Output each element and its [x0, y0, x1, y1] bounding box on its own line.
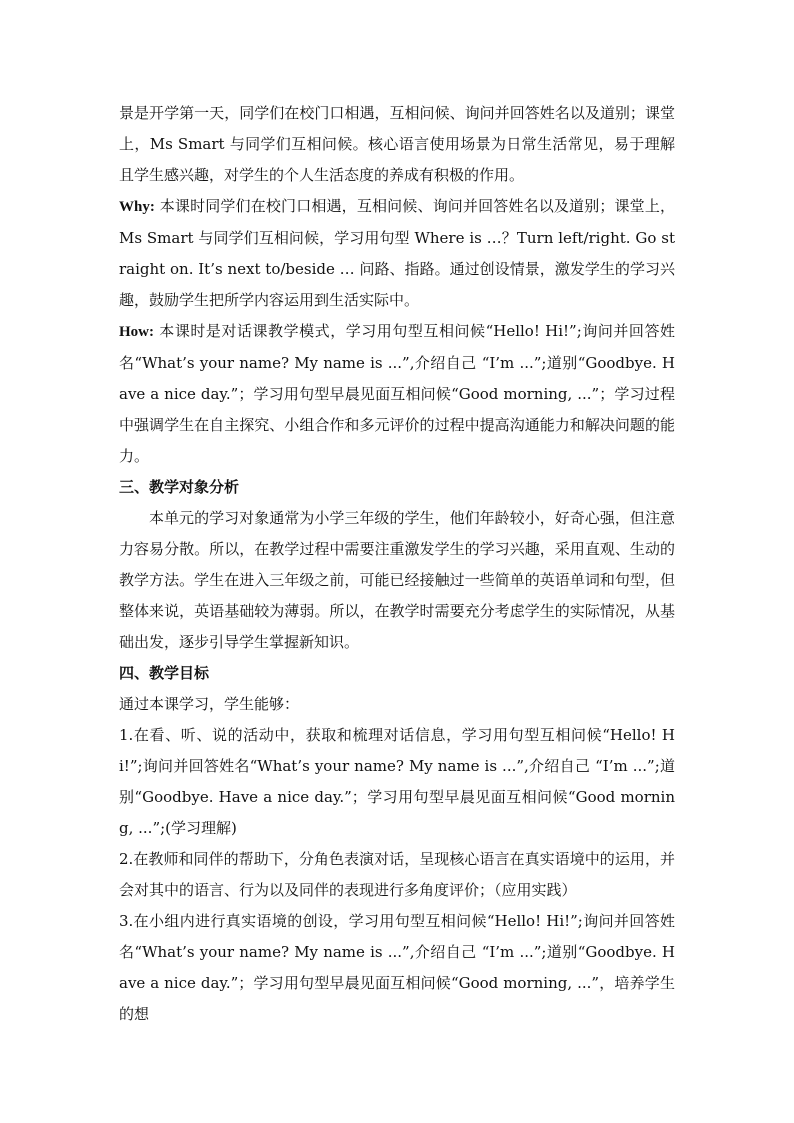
- why-paragraph: [119, 191, 675, 316]
- learner-analysis-paragraph: 本单元的学习对象通常为小学三年级的学生，他们年龄较小，好奇心强，但注意力容易分散。所以，在教学过程中需要注重激发学生的学习兴趣，采用直观、生动的教学方法。学生在进入三年级之前，可能已经接触过一些简单的英语单词和句型，但整体来说，英语基础较为薄弱。所以，在教学时需要充分考虑学生的实际情况，从基础出发，逐步引导学生掌握新知识。: [119, 509, 675, 651]
- objective-item-2: 2.在教师和同伴的帮助下，分角色表演对话，呈现核心语言在真实语境中的运用，并会对其中的语言、行为以及同伴的表现进行多角度评价；（应用实践）: [119, 850, 675, 899]
- why-text: 本课时同学们在校门口相遇，互相问候、询问并回答姓名以及道别；课堂上，Ms Smart 与同学们互相问候，学习用句型 Where is …？Turn left/right. Go straight on. It’s next to/beside … 问路、指路。通过创设情景，激发学生的学习兴趣，鼓励学生把所学内容运用到生活实际中。: [119, 197, 675, 309]
- background-paragraph: 景是开学第一天，同学们在校门口相遇，互相问候、询问并回答姓名以及道别；课堂上，Ms Smart 与同学们互相问候。核心语言使用场景为日常生活常见，易于理解且学生感兴趣，对学生的个人生活态度的养成有积极的作用。: [119, 104, 675, 184]
- why-label: Why:: [119, 199, 155, 215]
- how-label: How:: [119, 324, 154, 340]
- objective-item-1: 1.在看、听、说的活动中，获取和梳理对话信息，学习用句型互相问候“Hello! Hi!”;询问并回答姓名“What’s your name? My name is ...”,介绍自己 “I’m ...”;道别“Goodbye. Have a nice day.”；学习用句型早晨见面互相问候“Good morning, ...”;(学习理解): [119, 726, 675, 837]
- section-heading-learner-analysis: 三、教学对象分析: [119, 478, 240, 496]
- how-paragraph: [119, 316, 675, 472]
- objectives-intro: 通过本课学习，学生能够：: [119, 695, 300, 713]
- document-body: [119, 98, 675, 1030]
- how-text: 本课时是对话课教学模式，学习用句型互相问候“Hello! Hi!”;询问并回答姓名“What’s your name? My name is ...”,介绍自己 “I’m ...”;道别“Goodbye. Have a nice day.”；学习用句型早晨见面互相问候“Good morning, ...”；学习过程中强调学生在自主探究、小组合作和多元评价的过程中提高沟通能力和解决问题的能力。: [119, 322, 675, 465]
- section-heading-teaching-objectives: 四、教学目标: [119, 664, 210, 682]
- objective-item-3: 3.在小组内进行真实语境的创设，学习用句型互相问候“Hello! Hi!”;询问并回答姓名“What’s your name? My name is ...”,介绍自己 “I’m ...”;道别“Goodbye. Have a nice day.”；学习用句型早晨见面互相问候“Good morning, ...”，培养学生的想: [119, 912, 675, 1023]
